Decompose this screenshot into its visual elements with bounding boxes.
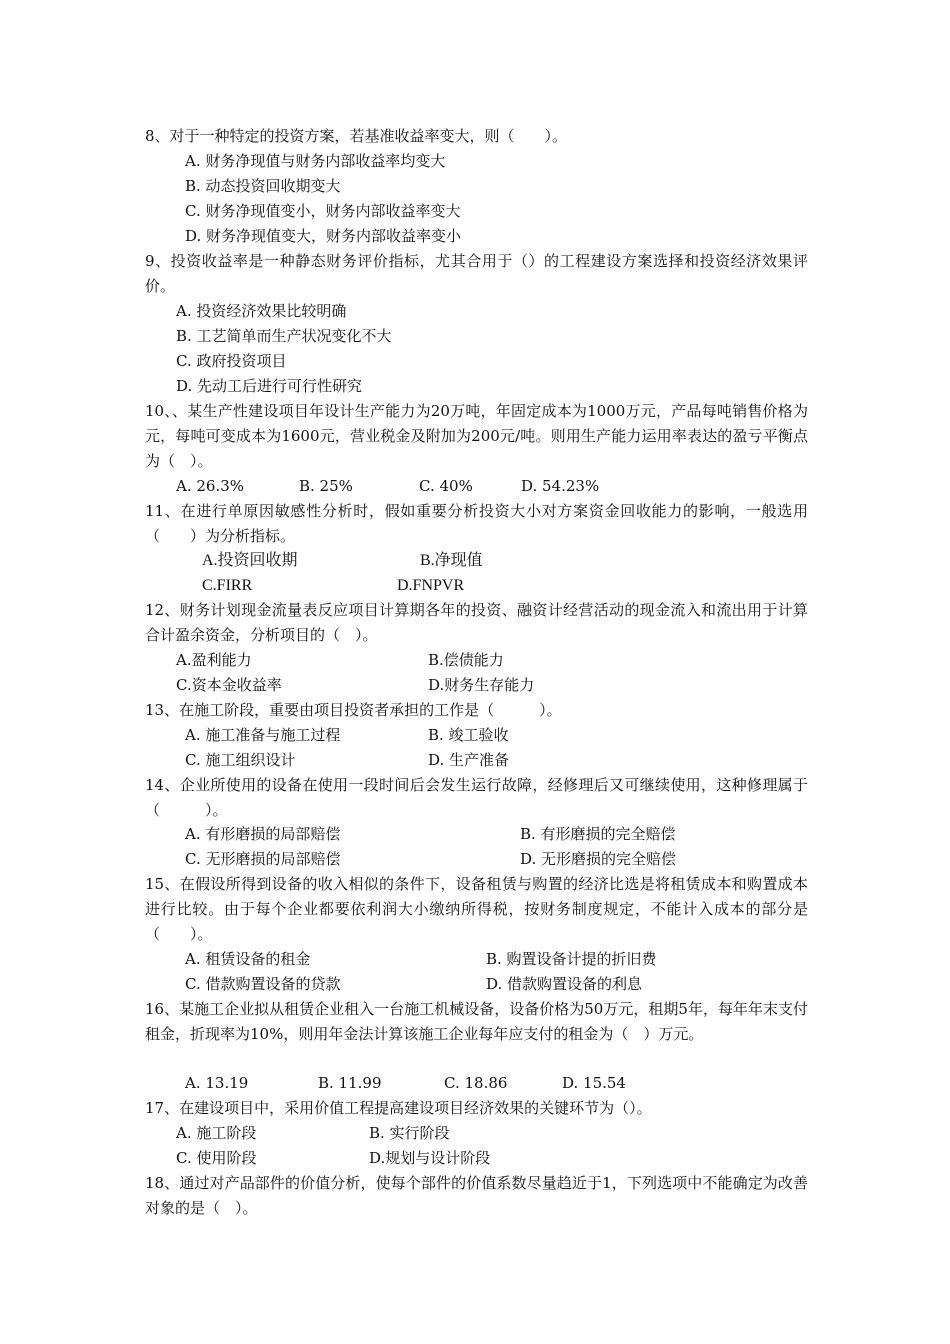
- question-17-option-a: A. 施工阶段: [176, 1124, 257, 1142]
- question-13-option-d: D. 生产准备: [428, 751, 510, 769]
- question-8-option-c: C. 财务净现值变小，财务内部收益率变大: [185, 202, 461, 220]
- question-8-option-a: A. 财务净现值与财务内部收益率均变大: [185, 152, 446, 170]
- question-16-option-c: C. 18.86: [444, 1074, 508, 1092]
- question-16-stem: 16、某施工企业拟从租赁企业租入一台施工机械设备，设备价格为50万元，租期5年，每年年末支付租金，折现率为10%，则用年金法计算该施工企业每年应支付的租金为（ ）万元。: [145, 1000, 808, 1043]
- question-9-option-a: A. 投资经济效果比较明确: [176, 302, 347, 320]
- question-15-option-b: B. 购置设备计提的折旧费: [486, 950, 657, 968]
- question-14-stem: 14、企业所使用的设备在使用一段时间后会发生运行故障，经修理后又可继续使用，这种修理属于（ ）。: [145, 776, 808, 819]
- question-8-option-d: D. 财务净现值变大，财务内部收益率变小: [185, 227, 462, 245]
- question-9-option-b: B. 工艺简单而生产状况变化不大: [176, 327, 392, 345]
- question-8-option-b: B. 动态投资回收期变大: [185, 177, 341, 195]
- question-15-option-a: A. 租赁设备的租金: [185, 950, 311, 968]
- question-11-option-a: A.投资回收期: [202, 552, 298, 569]
- question-12-stem: 12、财务计划现金流量表反应项目计算期各年的投资、融资计经营活动的现金流入和流出用于计算合计盈余资金，分析项目的（ ）。: [145, 601, 808, 644]
- question-8-stem: 8、对于一种特定的投资方案，若基准收益率变大，则（ ）。: [145, 127, 568, 145]
- question-10-option-c: C. 40%: [419, 477, 473, 495]
- question-11-option-c: C.FIRR: [202, 577, 253, 594]
- question-17-option-d: D.规划与设计阶段: [369, 1149, 491, 1167]
- question-15-option-d: D. 借款购置设备的利息: [486, 975, 643, 993]
- question-11-option-d: D.FNPVR: [397, 577, 465, 594]
- question-10-option-d: D. 54.23%: [521, 477, 600, 495]
- question-12-option-a: A.盈利能力: [176, 651, 252, 669]
- question-15-option-c: C. 借款购置设备的贷款: [185, 975, 341, 993]
- question-10-option-b: B. 25%: [299, 477, 353, 495]
- question-11-stem: 11、在进行单原因敏感性分析时，假如重要分析投资大小对方案资金回收能力的影响，一般选用（ ）为分析指标。: [145, 502, 808, 545]
- question-9-option-c: C. 政府投资项目: [176, 352, 287, 370]
- question-17-option-c: C. 使用阶段: [176, 1149, 257, 1167]
- question-16-option-a: A. 13.19: [185, 1074, 249, 1092]
- question-14-option-a: A. 有形磨损的局部赔偿: [185, 825, 341, 843]
- question-17-stem: 17、在建设项目中，采用价值工程提高建设项目经济效果的关键环节为（）。: [145, 1099, 652, 1117]
- question-13-option-b: B. 竣工验收: [428, 726, 509, 744]
- question-10-stem: 10、、某生产性建设项目年设计生产能力为20万吨，年固定成本为1000万元，产品每吨销售价格为元，每吨可变成本为1600元，营业税金及附加为200元/吨。则用生产能力运用率表达的盈亏平衡点为（ ）。: [145, 402, 808, 470]
- question-18-stem: 18、通过对产品部件的价值分析，使每个部件的价值系数尽量趋近于1，下列选项中不能确定为改善对象的是（ ）。: [145, 1174, 808, 1217]
- question-10-option-a: A. 26.3%: [176, 477, 245, 495]
- question-17-option-b: B. 实行阶段: [369, 1124, 450, 1142]
- question-14-option-d: D. 无形磨损的完全赔偿: [520, 850, 677, 868]
- question-13-stem: 13、在施工阶段，重要由项目投资者承担的工作是（ ）。: [145, 701, 562, 719]
- question-16-option-b: B. 11.99: [318, 1074, 382, 1092]
- question-16-option-d: D. 15.54: [562, 1074, 626, 1092]
- question-12-option-b: B.偿债能力: [428, 651, 504, 669]
- question-9-option-d: D. 先动工后进行可行性研究: [176, 377, 363, 395]
- question-12-option-d: D.财务生存能力: [428, 676, 535, 694]
- question-11-option-b: B.净现值: [420, 552, 483, 569]
- question-15-stem: 15、在假设所得到设备的收入相似的条件下，设备租赁与购置的经济比选是将租赁成本和购置成本进行比较。由于每个企业都要依利润大小缴纳所得税，按财务制度规定，不能计入成本的部分是（ ）。: [145, 875, 808, 943]
- question-9-stem: 9、投资收益率是一种静态财务评价指标，尤其合用于（）的工程建设方案选择和投资经济效果评价。: [145, 252, 808, 295]
- question-13-option-a: A. 施工准备与施工过程: [185, 726, 341, 744]
- question-12-option-c: C.资本金收益率: [176, 676, 282, 694]
- question-14-option-b: B. 有形磨损的完全赔偿: [520, 825, 676, 843]
- question-13-option-c: C. 施工组织设计: [185, 751, 296, 769]
- question-14-option-c: C. 无形磨损的局部赔偿: [185, 850, 341, 868]
